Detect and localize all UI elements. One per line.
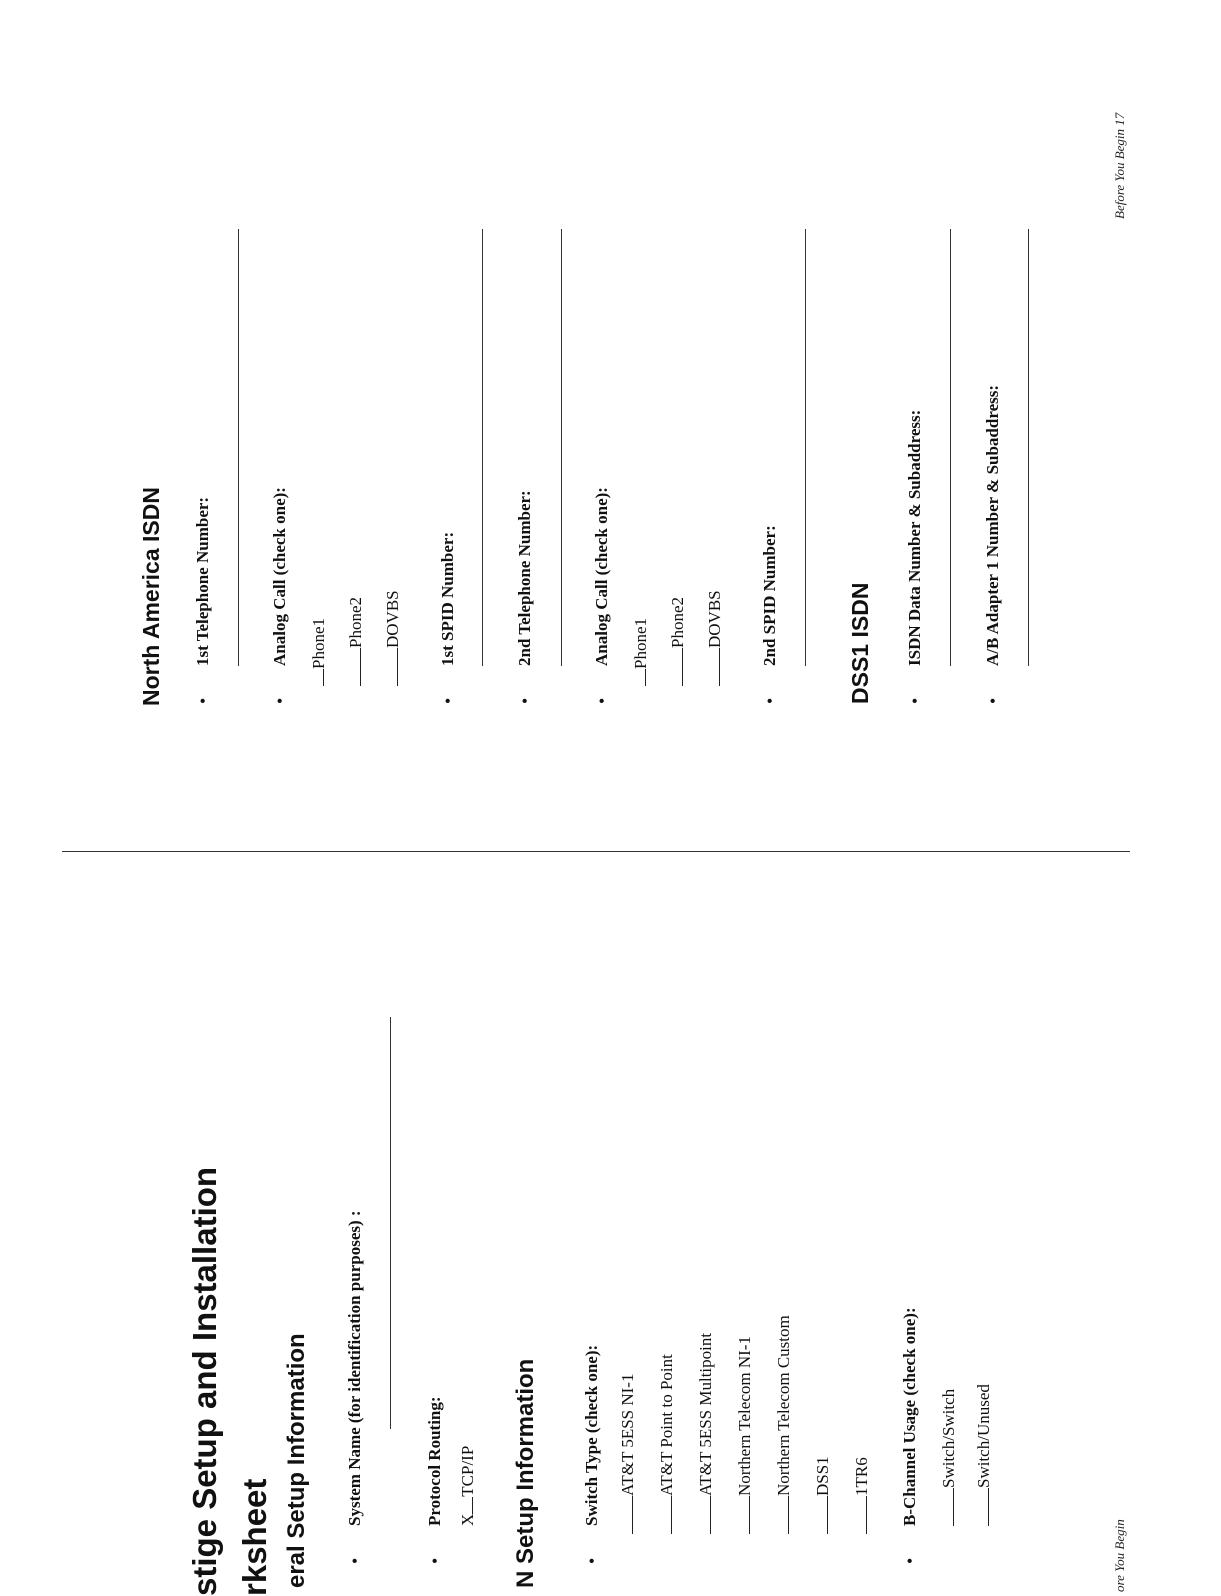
- adapter-label: A/B Adapter 1 Number & Subaddress:: [983, 384, 1002, 666]
- spid1-item: [438, 532, 458, 704]
- switch-option-dss1[interactable]: DSS1: [807, 1456, 833, 1534]
- page-title-line2: rksheet: [236, 1478, 273, 1596]
- analog2-item: [592, 487, 612, 704]
- protocol-mark: X: [458, 1513, 477, 1526]
- bullet: •: [425, 1557, 445, 1564]
- switch-option-5ess-ni1[interactable]: AT&T 5ESS NI-1: [612, 1374, 638, 1534]
- protocol-routing-item: [425, 1396, 445, 1564]
- system-name-item: [345, 1210, 365, 1564]
- general-setup-heading: eral Setup Information: [283, 1333, 310, 1588]
- switch-option-5ess-multipoint[interactable]: AT&T 5ESS Multipoint: [690, 1333, 716, 1534]
- bullet: •: [345, 1557, 365, 1564]
- analog2-option-phone1[interactable]: Phone1: [625, 618, 651, 686]
- footer-left: ore You Begin: [1112, 1519, 1127, 1592]
- system-name-label: System Name (for identification purposes) :: [345, 1210, 364, 1526]
- analog1-option-phone2[interactable]: Phone2: [340, 597, 366, 686]
- spid2-item: [760, 525, 780, 704]
- switch-option-northern-ni1[interactable]: Northern Telecom NI-1: [729, 1336, 755, 1534]
- page-title: [180, 1167, 280, 1596]
- switch-type-label: Switch Type (check one):: [582, 1344, 601, 1526]
- tel2-field[interactable]: [561, 229, 562, 666]
- data-number-item: [905, 410, 925, 704]
- bchannel-option-switch-unused[interactable]: Switch/Unused: [968, 1384, 994, 1526]
- bchannel-usage-label: B-Channel Usage (check one):: [900, 1307, 919, 1526]
- analog2-option-dovbs[interactable]: DOVBS: [699, 590, 725, 686]
- tel1-item: [193, 497, 213, 704]
- protocol-option-tcpip[interactable]: [452, 1446, 478, 1526]
- bullet: •: [592, 697, 612, 704]
- adapter-field[interactable]: [1028, 229, 1029, 666]
- tel1-field[interactable]: [238, 229, 239, 666]
- spid1-field[interactable]: [482, 229, 483, 666]
- spid2-label: 2nd SPID Number:: [760, 525, 779, 666]
- data-number-field[interactable]: [950, 229, 951, 666]
- tel2-label: 2nd Telephone Number:: [515, 490, 534, 666]
- analog1-option-phone1[interactable]: Phone1: [303, 618, 329, 686]
- data-number-label: ISDN Data Number & Subaddress:: [905, 409, 924, 666]
- bullet: •: [900, 1557, 920, 1564]
- adapter-item: [983, 385, 1003, 704]
- spid1-label: 1st SPID Number:: [438, 531, 457, 666]
- switch-option-northern-custom[interactable]: Northern Telecom Custom: [768, 1315, 794, 1534]
- analog2-label: Analog Call (check one):: [592, 487, 611, 666]
- north-america-heading: North America ISDN: [138, 487, 164, 706]
- bullet: •: [438, 697, 458, 704]
- switch-option-point-to-point[interactable]: AT&T Point to Point: [651, 1354, 677, 1534]
- bullet: •: [582, 1557, 602, 1564]
- switch-type-item: [582, 1345, 602, 1564]
- system-name-field[interactable]: [390, 1017, 391, 1429]
- footer-right: Before You Begin 17: [1112, 112, 1127, 219]
- center-divider: [62, 851, 1130, 852]
- bullet: •: [515, 697, 535, 704]
- protocol-option-label: TCP/IP: [458, 1445, 477, 1497]
- bullet: •: [760, 697, 780, 704]
- tel1-label: 1st Telephone Number:: [193, 496, 212, 666]
- switch-option-1tr6[interactable]: 1TR6: [846, 1457, 872, 1534]
- analog1-label: Analog Call (check one):: [270, 487, 289, 666]
- dss1-heading: DSS1 ISDN: [847, 582, 873, 704]
- analog1-item: [270, 487, 290, 704]
- bchannel-usage-item: [900, 1307, 920, 1564]
- bullet: •: [270, 697, 290, 704]
- isdn-setup-heading: N Setup Information: [512, 1358, 539, 1588]
- bchannel-option-switch-switch[interactable]: Switch/Switch: [933, 1389, 959, 1526]
- protocol-routing-label: Protocol Routing:: [425, 1396, 444, 1526]
- bullet: •: [905, 697, 925, 704]
- bullet: •: [193, 697, 213, 704]
- page-title-line1: stige Setup and Installation: [186, 1166, 223, 1596]
- spid2-field[interactable]: [805, 229, 806, 666]
- analog1-option-dovbs[interactable]: DOVBS: [377, 590, 403, 686]
- tel2-item: [515, 490, 535, 704]
- analog2-option-phone2[interactable]: Phone2: [662, 597, 688, 686]
- bullet: •: [983, 697, 1003, 704]
